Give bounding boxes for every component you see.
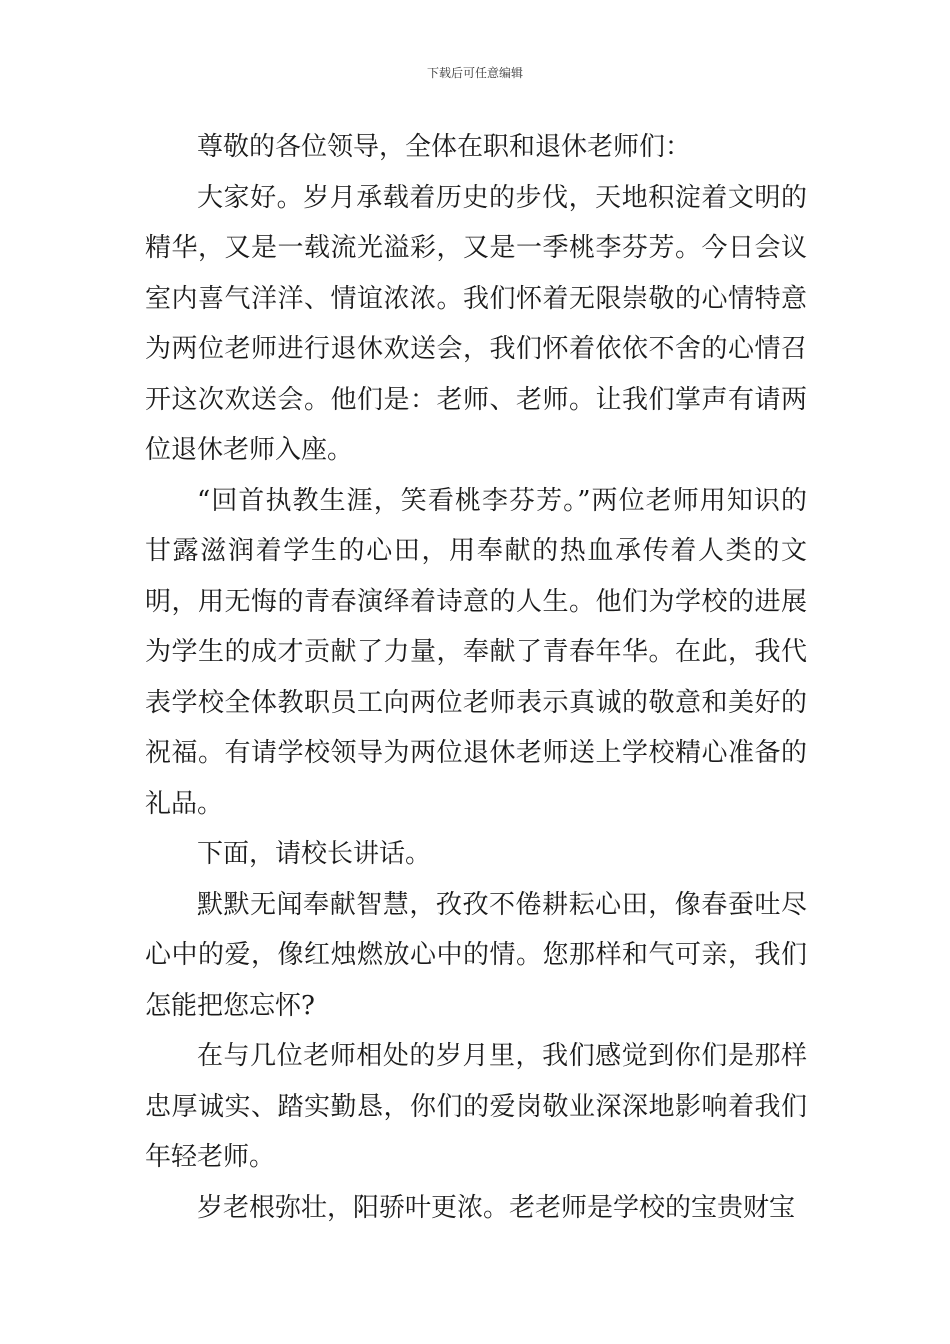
paragraph-opening: 大家好。岁月承载着历史的步伐，天地积淀着文明的精华，又是一载流光溢彩，又是一季桃李芬芳。今日会议室内喜气洋洋、情谊浓浓。我们怀着无限崇敬的心情特意为两位老师进行退休欢送会，我们怀着依依不舍的心情召开这次欢送会。他们是：老师、老师。让我们掌声有请两位退休老师入座。 [145,182,807,465]
paragraph-closing: 岁老根弥壮，阳骄叶更浓。老老师是学校的宝贵财宝 [197,1192,796,1223]
paragraph-principal-speech: 下面，请校长讲话。 [197,839,432,869]
document-body [145,122,807,1233]
paragraph-salutation: 尊敬的各位领导，全体在职和退休老师们： [197,132,692,162]
page-header-note: 下载后可任意编辑 [426,66,523,80]
paragraph-memories: 在与几位老师相处的岁月里，我们感觉到你们是那样忠厚诚实、踏实勤恳，你们的爱岗敬业深深地影响着我们年轻老师。 [145,1041,807,1172]
paragraph-tribute: “回首执教生涯，笑看桃李芬芳。”两位老师用知识的甘露滋润着学生的心田，用奉献的热血承传着人类的文明，用无悔的青春演绎着诗意的人生。他们为学校的进展为学生的成才贡献了力量，奉献了青春年华。在此，我代表学校全体教职员工向两位老师表示真诚的敬意和美好的祝福。有请学校领导为两位退休老师送上学校精心准备的礼品。 [145,485,807,819]
paragraph-poem: 默默无闻奉献智慧，孜孜不倦耕耘心田，像春蚕吐尽心中的爱，像红烛燃放心中的情。您那样和气可亲，我们怎能把您忘怀? [145,889,807,1021]
